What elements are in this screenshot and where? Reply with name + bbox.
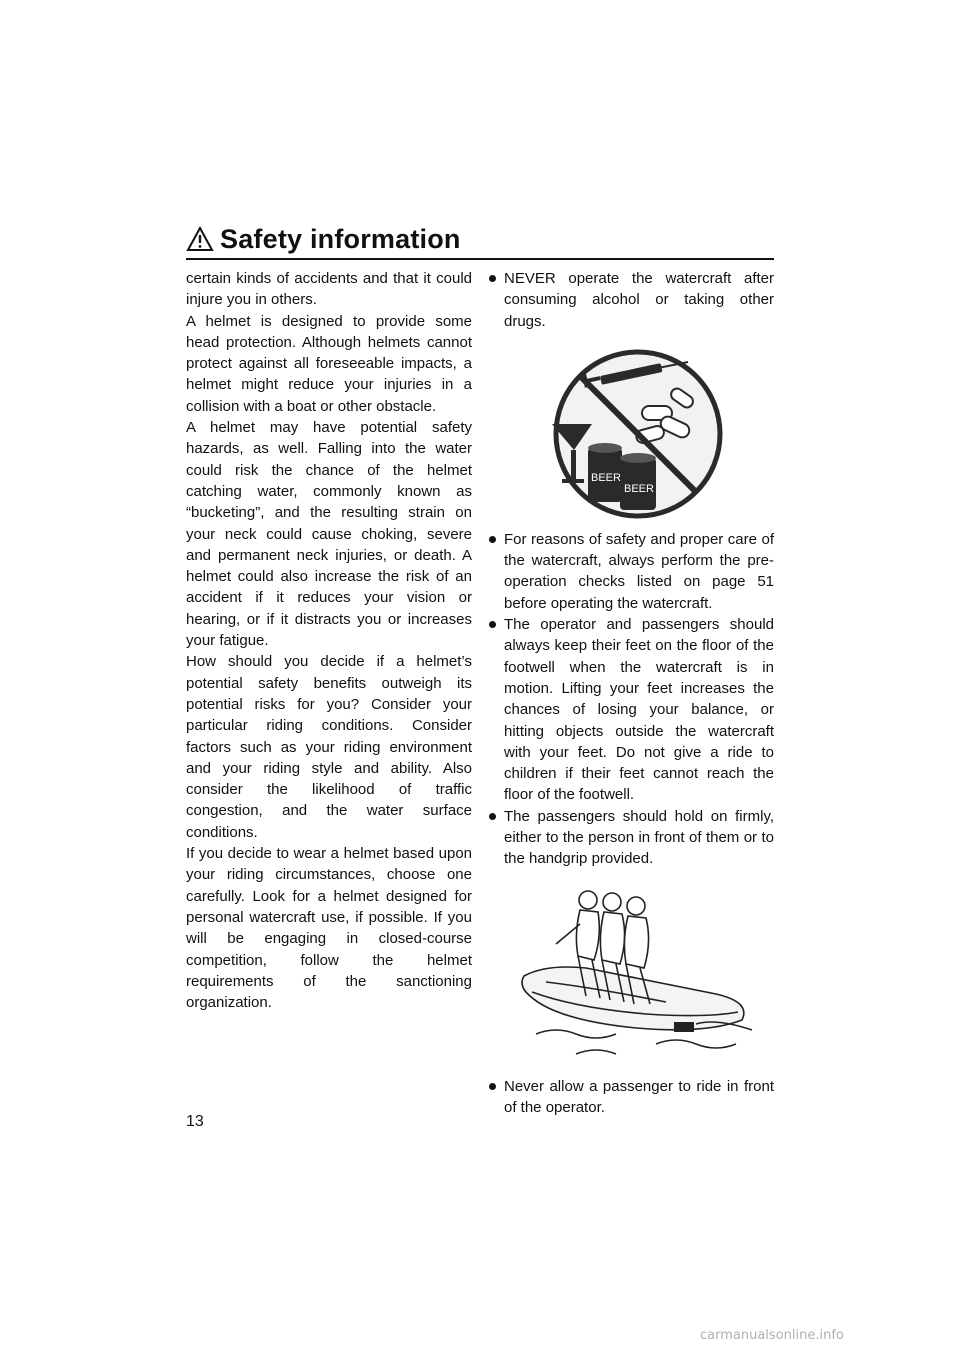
bullet-item: NEVER operate the watercraft after consuming alcohol or taking other drugs. [488,268,774,332]
page-header [186,222,774,260]
bullet-item: The operator and passengers should always keep their feet on the floor of the footwell when the watercraft is in motion. Lifting your feet increases the chances of losing your balance, or hitting objects outside the watercraft with your feet. Do not give a ride to children if their feet cannot reach the floor of the footwell. [488,614,774,806]
paragraph: How should you decide if a helmet’s potential safety benefits outweigh its potential risks for you? Consider your particular riding conditions. Consider factors such as your riding environment and your riding style and ability. Also consider the likelihood of traffic congestion, and the water surface conditions. [186,653,472,841]
paragraph: A helmet may have potential safety hazards, as well. Falling into the water could risk the chance of the helmet catching water, commonly known as “bucketing”, and the resulting strain on your neck could cause choking, severe and permanent neck injuries, or death. A helmet could also increase the risk of an accident if it reduces your vision or hearing, or if it distracts you or increases your fatigue. [186,419,472,650]
no-alcohol-drugs-illustration [538,346,743,521]
can-label: BEER [591,471,621,484]
page-title: Safety information [220,224,461,254]
beer-can-icon [620,453,656,510]
page-number: 13 [186,1113,204,1130]
watermark[interactable]: carmanualsonline.info [700,1328,844,1343]
bullet-item: For reasons of safety and proper care of the watercraft, always perform the pre-operation checks listed on page 51 before operating the watercraft. [488,529,774,614]
watercraft-riders-illustration [516,884,756,1064]
paragraph: A helmet is designed to provide some head protection. Although helmets cannot protect against all foreseeable impacts, a helmet might reduce your injuries in a collision with a boat or other obstacle. [186,312,472,415]
bullet-item: Never allow a passenger to ride in front of the operator. [488,1076,774,1119]
can-label: BEER [624,482,654,495]
left-column [186,268,472,1013]
right-column [488,268,774,1118]
bullet-item: The passengers should hold on firmly, either to the person in front of them or to the handgrip provided. [488,806,774,870]
paragraph: certain kinds of accidents and that it could injure you in others. [186,270,472,309]
warning-triangle-icon [186,226,214,252]
paragraph: If you decide to wear a helmet based upon your riding circumstances, choose one carefully. Look for a helmet designed for personal watercraft use, if possible. If you will be engaging in closed-course competition, follow the helmet requirements of the sanctioning organization. [186,845,472,1012]
